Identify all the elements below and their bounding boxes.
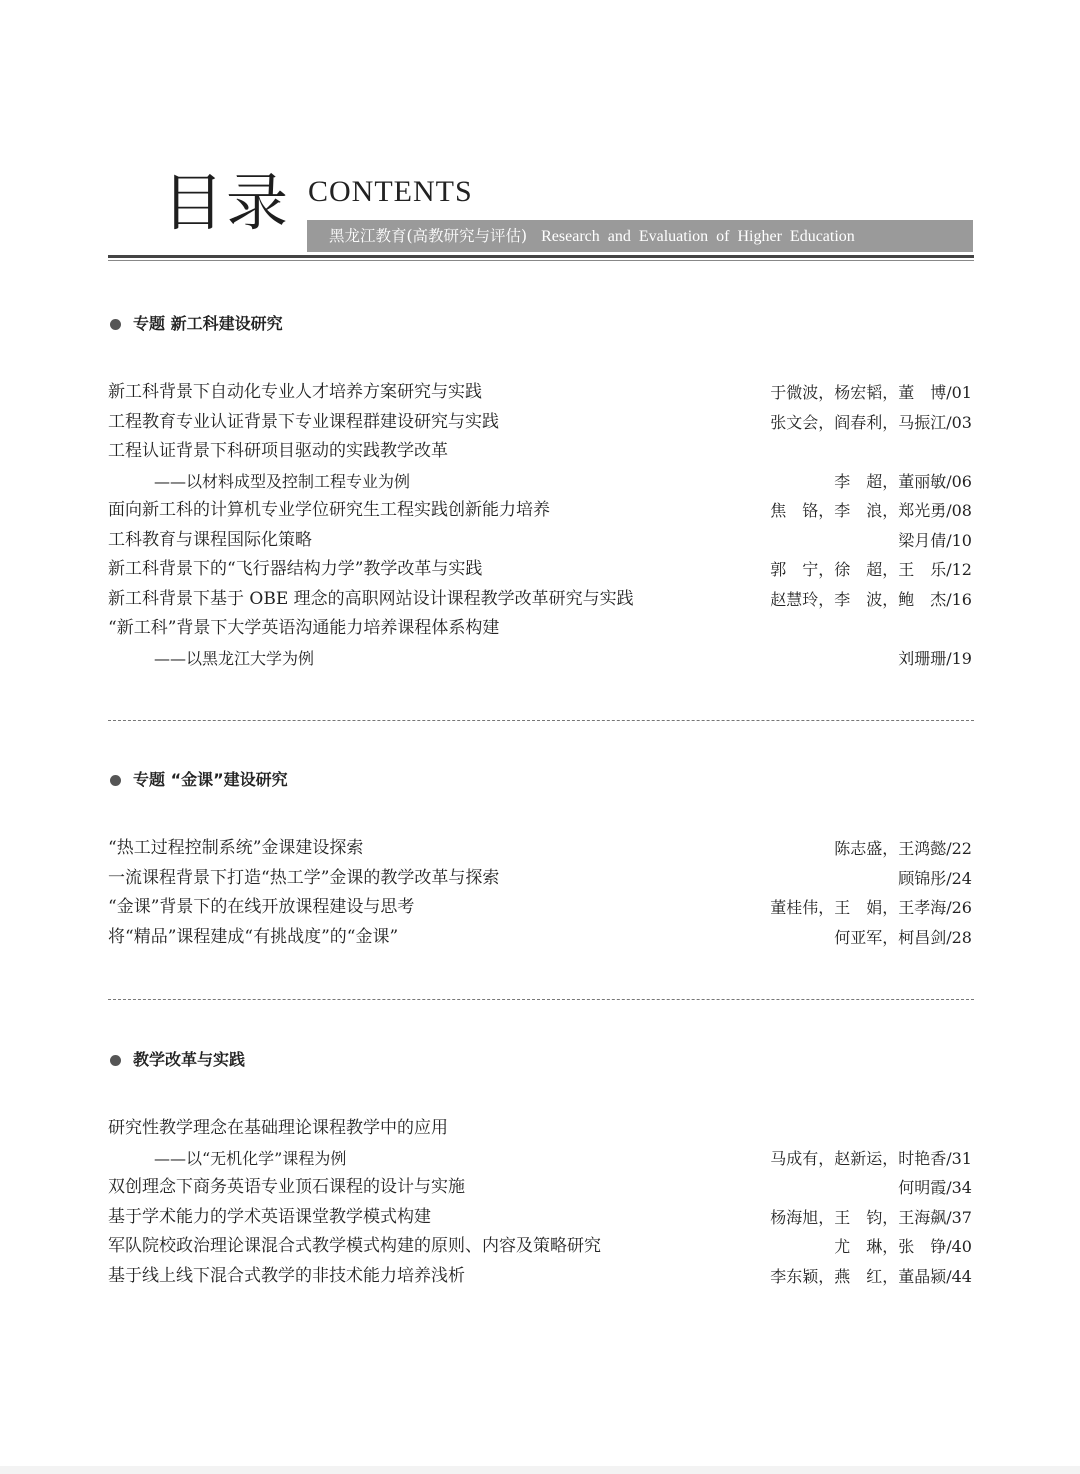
article-title[interactable]: 一流课程背景下打造“热工学”金课的教学改革与探索 — [108, 867, 500, 888]
toc-entry[interactable] — [108, 437, 974, 467]
toc-list — [108, 1114, 974, 1291]
article-authors-page: 陈志盛，王鸿懿/22 — [834, 839, 972, 858]
page-title-english: CONTENTS — [308, 175, 473, 208]
article-title[interactable]: 基于学术能力的学术英语课堂教学模式构建 — [108, 1206, 431, 1227]
section-heading-label: 专题 新工科建设研究 — [133, 314, 283, 333]
journal-name-en: Research and Evaluation of Higher Education — [541, 228, 855, 245]
article-title[interactable]: 研究性教学理念在基础理论课程教学中的应用 — [108, 1118, 448, 1138]
section-divider — [108, 999, 974, 1000]
article-authors-page: 何亚军，柯昌剑/28 — [834, 927, 972, 947]
article-title[interactable]: “金课”背景下的在线开放课程建设与思考 — [108, 897, 415, 917]
toc-entry-subtitle[interactable] — [108, 1144, 974, 1174]
page-title: 目录 — [162, 166, 291, 239]
section-teaching-reform — [108, 1048, 974, 1291]
toc-entry[interactable] — [108, 1114, 974, 1144]
article-authors-page: 赵慧玲，李 波，鲍 杰/16 — [770, 589, 972, 609]
toc-entry[interactable] — [108, 555, 974, 585]
toc-entry[interactable] — [108, 378, 974, 408]
article-title[interactable]: 工科教育与课程国际化策略 — [108, 529, 312, 550]
article-authors-page: 张文会，阎春利，马振江/03 — [770, 412, 972, 432]
section-heading — [108, 768, 974, 792]
bullet-icon — [110, 775, 121, 786]
article-title[interactable]: 新工科背景下基于 OBE 理念的高职网站设计课程教学改革研究与实践 — [108, 588, 634, 609]
journal-name-cn: 黑龙江教育(高教研究与评估) — [329, 227, 528, 245]
article-title[interactable]: 工程教育专业认证背景下专业课程群建设研究与实践 — [108, 411, 499, 432]
toc-entry[interactable] — [108, 1203, 974, 1233]
article-subtitle[interactable]: ——以“无机化学”课程为例 — [154, 1148, 347, 1168]
header-divider-thin — [108, 260, 974, 261]
article-authors-page: 梁月倩/10 — [898, 530, 972, 550]
article-authors-page: 何明霞/34 — [898, 1178, 972, 1197]
article-title[interactable]: “新工科”背景下大学英语沟通能力培养课程体系构建 — [108, 618, 500, 638]
section-new-engineering — [108, 312, 974, 673]
toc-entry[interactable] — [108, 1262, 974, 1292]
article-authors-page: 尤 琳，张 铮/40 — [834, 1237, 972, 1256]
article-title[interactable]: 双创理念下商务英语专业顶石课程的设计与实施 — [108, 1177, 465, 1197]
article-authors-page: 焦 铬，李 浪，郑光勇/08 — [770, 501, 972, 520]
article-title[interactable]: 新工科背景下的“飞行器结构力学”教学改革与实践 — [108, 559, 483, 579]
article-authors-page: 于微波，杨宏韬，董 博/01 — [770, 383, 972, 402]
bullet-icon — [110, 1055, 121, 1066]
article-title[interactable]: 面向新工科的计算机专业学位研究生工程实践创新能力培养 — [108, 500, 550, 520]
article-authors-page: 董桂伟，王 娟，王孝海/26 — [770, 898, 972, 917]
article-title[interactable]: 新工科背景下自动化专业人才培养方案研究与实践 — [108, 382, 482, 402]
toc-entry[interactable] — [108, 585, 974, 615]
article-title[interactable]: 军队院校政治理论课混合式教学模式构建的原则、内容及策略研究 — [108, 1236, 601, 1256]
toc-list — [108, 834, 974, 952]
article-authors-page: 李东颖，燕 红，董晶颍/44 — [770, 1266, 972, 1286]
toc-entry[interactable] — [108, 1232, 974, 1262]
article-authors-page: 杨海旭，王 钧，王海飙/37 — [770, 1207, 972, 1227]
toc-entry[interactable] — [108, 893, 974, 923]
section-divider — [108, 720, 974, 721]
toc-entry[interactable] — [108, 864, 974, 894]
article-subtitle[interactable]: ——以黑龙江大学为例 — [154, 648, 315, 668]
journal-name-band — [307, 220, 973, 252]
section-heading — [108, 1048, 974, 1072]
article-authors-page: 马成有，赵新运，时艳香/31 — [770, 1148, 972, 1168]
article-title[interactable]: 工程认证背景下科研项目驱动的实践教学改革 — [108, 441, 448, 461]
toc-entry[interactable] — [108, 834, 974, 864]
article-authors-page: 刘珊珊/19 — [898, 648, 972, 668]
toc-entry[interactable] — [108, 923, 974, 953]
section-heading-label: 教学改革与实践 — [133, 1050, 246, 1069]
header-divider — [108, 255, 974, 258]
article-authors-page: 顾锦彤/24 — [898, 868, 972, 888]
toc-entry[interactable] — [108, 526, 974, 556]
article-title[interactable]: 基于线上线下混合式教学的非技术能力培养浅析 — [108, 1265, 465, 1286]
section-heading — [108, 312, 974, 336]
toc-entry[interactable] — [108, 496, 974, 526]
toc-entry-subtitle[interactable] — [108, 644, 974, 674]
article-authors-page: 郭 宁，徐 超，王 乐/12 — [770, 560, 972, 579]
toc-list — [108, 378, 974, 673]
article-title[interactable]: “热工过程控制系统”金课建设探索 — [108, 838, 364, 858]
toc-entry[interactable] — [108, 408, 974, 438]
bullet-icon — [110, 319, 121, 330]
toc-entry[interactable] — [108, 1173, 974, 1203]
section-golden-course — [108, 768, 974, 952]
section-heading-label: 专题 “金课”建设研究 — [133, 770, 288, 789]
page-bottom-edge — [0, 1466, 1080, 1474]
article-subtitle[interactable]: ——以材料成型及控制工程专业为例 — [154, 471, 411, 491]
article-authors-page: 李 超，董丽敏/06 — [834, 471, 972, 491]
toc-entry[interactable] — [108, 614, 974, 644]
toc-entry-subtitle[interactable] — [108, 467, 974, 497]
article-title[interactable]: 将“精品”课程建成“有挑战度”的“金课” — [108, 926, 399, 947]
